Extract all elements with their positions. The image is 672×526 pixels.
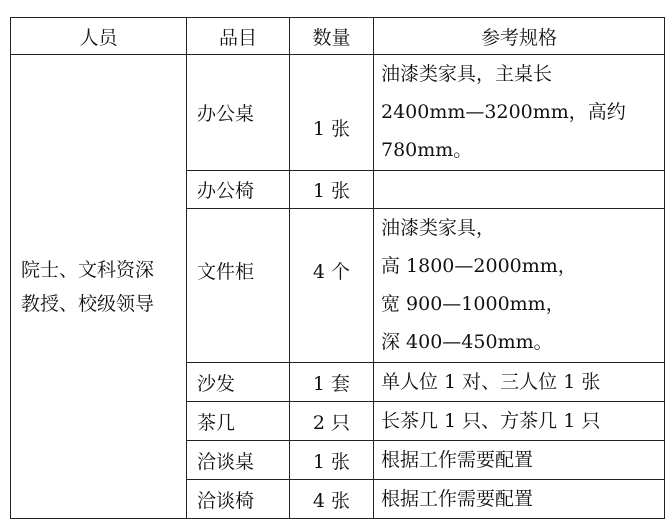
- header-item: 品目: [187, 18, 290, 55]
- header-quantity: 数量: [290, 18, 374, 55]
- spec-cell: 单人位 1 对、三人位 1 张: [374, 363, 665, 402]
- furniture-spec-table-container: [10, 17, 665, 519]
- qty-cell: 1 张: [290, 171, 374, 209]
- qty-value: 1 张: [312, 118, 351, 140]
- header-personnel: 人员: [11, 18, 187, 55]
- qty-cell: 1 张: [290, 441, 374, 480]
- spec-line: 宽 900—1000mm，: [381, 293, 565, 315]
- item-cell: [187, 209, 290, 363]
- spec-cell: 根据工作需要配置: [374, 441, 665, 480]
- spec-line: 780mm。: [381, 139, 473, 161]
- spec-cell: [374, 55, 665, 171]
- item-cell: 沙发: [187, 363, 290, 402]
- personnel-line: 教授、校级领导: [21, 292, 155, 315]
- qty-cell: [290, 209, 374, 363]
- qty-cell: [290, 55, 374, 171]
- header-spec: 参考规格: [374, 18, 665, 55]
- furniture-spec-table: [10, 17, 665, 519]
- qty-cell: 2 只: [290, 402, 374, 441]
- spec-cell: [374, 209, 665, 363]
- personnel-line: 院士、文科资深: [21, 258, 155, 281]
- qty-cell: 1 套: [290, 363, 374, 402]
- header-row: [11, 18, 665, 55]
- spec-line: 油漆类家具，主桌长: [381, 63, 553, 85]
- item-cell: 洽谈椅: [187, 480, 290, 519]
- personnel-cell: [11, 55, 187, 519]
- spec-cell: 根据工作需要配置: [374, 480, 665, 519]
- item-cell: 洽谈桌: [187, 441, 290, 480]
- spec-cell: 长茶几 1 只、方茶几 1 只: [374, 402, 665, 441]
- item-label: 文件柜: [197, 261, 255, 283]
- spec-line: 深 400—450mm。: [381, 331, 553, 353]
- qty-value: 4 个: [312, 261, 351, 283]
- spec-line: 2400mm—3200mm，高约: [381, 101, 626, 123]
- item-cell: 办公椅: [187, 171, 290, 209]
- table-row: [11, 55, 665, 171]
- item-cell: 办公桌: [187, 55, 290, 171]
- qty-cell: 4 张: [290, 480, 374, 519]
- item-cell: 茶几: [187, 402, 290, 441]
- spec-cell: [374, 171, 665, 209]
- spec-line: 高 1800—2000mm，: [381, 255, 577, 277]
- spec-line: 油漆类家具，: [381, 217, 496, 239]
